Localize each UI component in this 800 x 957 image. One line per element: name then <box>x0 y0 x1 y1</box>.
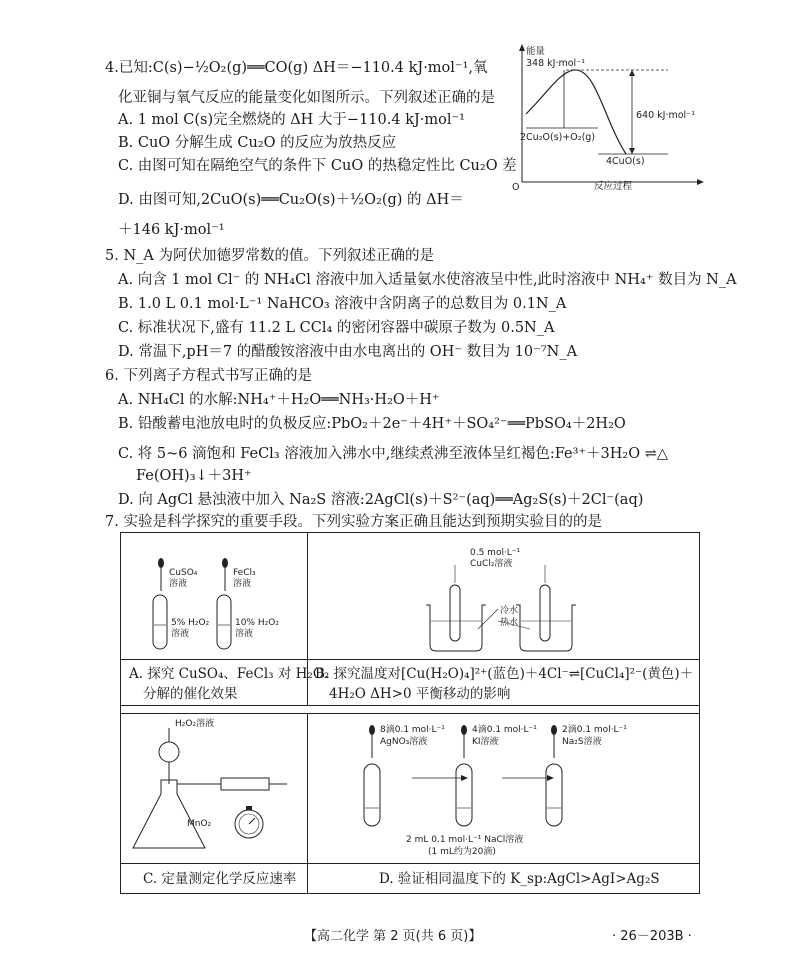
q6-option-c-line2: Fe(OH)₃↓＋3H⁺ <box>136 468 252 484</box>
fig-a-h2o2-5-solution: 溶液 <box>171 629 190 639</box>
fig-d-na2s-name: Na₂S溶液 <box>562 737 602 747</box>
fig-a-h2o2-10: 10% H₂O₂ <box>235 618 279 628</box>
q6-option-d: D. 向 AgCl 悬浊液中加入 Na₂S 溶液:2AgCl(s)＋S²⁻(aq)══Ag₂S(s)＋2Cl⁻(aq) <box>118 492 644 508</box>
fig-a-h2o2-10-solution: 溶液 <box>235 629 254 639</box>
fig-d-na2s-amount: 2滴0.1 mol·L⁻¹ <box>562 725 627 735</box>
q7-d-caption: D. 验证相同温度下的 K_sp:AgCl>AgI>Ag₂S <box>379 871 660 887</box>
fig-d-agno3-amount: 8滴0.1 mol·L⁻¹ <box>380 725 445 735</box>
q6-option-c-line1: C. 将 5~6 滴饱和 FeCl₃ 溶液加入沸水中,继续煮沸至液体呈红褐色:Fe³⁺＋3H₂O ⇌△ <box>118 446 669 462</box>
fig-b-conc: 0.5 mol·L⁻¹ <box>470 548 521 558</box>
fig-d-ki-amount: 4滴0.1 mol·L⁻¹ <box>472 725 537 735</box>
fig-d-nacl: 2 mL 0.1 mol·L⁻¹ NaCl溶液 <box>406 835 524 845</box>
q4-option-a: A. 1 mol C(s)完全燃烧的 ΔH 大于−110.4 kJ·mol⁻¹ <box>118 112 465 128</box>
energy-reactant-label: 2Cu₂O(s)+O₂(g) <box>520 132 596 143</box>
q7-a-caption-line2: 分解的催化效果 <box>143 686 238 702</box>
figure-b <box>308 533 699 659</box>
q4-option-d-line2: ＋146 kJ·mol⁻¹ <box>118 222 225 238</box>
q5-option-d: D. 常温下,pH＝7 的醋酸铵溶液中由水电离出的 OH⁻ 数目为 10⁻⁷N_A <box>118 344 578 360</box>
q5-option-b: B. 1.0 L 0.1 mol·L⁻¹ NaHCO₃ 溶液中含阴离子的总数目为 0.1N_A <box>118 296 567 312</box>
fig-b-cucl2: CuCl₂溶液 <box>470 559 513 569</box>
footer-code: · 26－203B · <box>612 929 692 944</box>
q5-option-a: A. 向含 1 mol Cl⁻ 的 NH₄Cl 溶液中加入适量氨水使溶液呈中性,此时溶液中 NH₄⁺ 数目为 N_A <box>118 272 737 288</box>
footer-page-info: 【高二化学 第 2 页(共 6 页)】 <box>304 929 482 944</box>
energy-x-label: 反应过程 <box>594 181 633 192</box>
fig-a-fecl3: FeCl₃ <box>233 568 256 578</box>
fig-a-cuso4: CuSO₄ <box>169 568 198 578</box>
figure-d <box>308 714 699 863</box>
fig-d-agno3-name: AgNO₃溶液 <box>380 737 428 747</box>
energy-product-label: 4CuO(s) <box>606 156 645 167</box>
fig-a-fecl3-solution: 溶液 <box>233 579 252 589</box>
experiment-table <box>120 532 700 894</box>
energy-y-label: 能量 <box>526 46 546 57</box>
figure-c <box>121 714 307 863</box>
q6-option-b: B. 铅酸蓄电池放电时的负极反应:PbO₂＋2e⁻＋4H⁺＋SO₄²⁻══PbSO₄＋2H₂O <box>118 416 626 432</box>
figure-a <box>121 533 307 659</box>
q4-stem-line2: 化亚铜与氧气反应的能量变化如图所示。下列叙述正确的是 <box>118 90 495 106</box>
fig-d-ki-name: KI溶液 <box>472 737 499 747</box>
q5-option-c: C. 标准状况下,盛有 11.2 L CCl₄ 的密闭容器中碳原子数为 0.5N_A <box>118 320 555 336</box>
q7-c-caption: C. 定量测定化学反应速率 <box>143 871 297 887</box>
fig-a-h2o2-5: 5% H₂O₂ <box>171 618 210 628</box>
energy-gap-label: 640 kJ·mol⁻¹ <box>636 110 696 121</box>
energy-origin: O <box>512 182 520 192</box>
q7-a-caption-line1: A. 探究 CuSO₄、FeCl₃ 对 H₂O₂ <box>129 666 330 682</box>
fig-b-hot-water: 热水 <box>500 618 519 628</box>
fig-c-mno2: MnO₂ <box>187 819 212 829</box>
fig-b-cold-water: 冷水 <box>500 606 519 616</box>
q7-b-caption-line2: 4H₂O ΔH>0 平衡移动的影响 <box>329 686 511 702</box>
q4-option-b: B. CuO 分解生成 Cu₂O 的反应为放热反应 <box>118 135 397 151</box>
fig-c-h2o2: H₂O₂溶液 <box>175 719 215 729</box>
q7-stem: 7. 实验是科学探究的重要手段。下列实验方案正确且能达到预期实验目的的是 <box>105 514 602 530</box>
q6-stem: 6. 下列离子方程式书写正确的是 <box>105 368 312 384</box>
fig-d-note: (1 mL约为20滴) <box>428 847 496 857</box>
q4-option-d-line1: D. 由图可知,2CuO(s)══Cu₂O(s)＋½O₂(g) 的 ΔH＝ <box>118 192 464 208</box>
energy-diagram <box>508 42 708 192</box>
q5-stem: 5. N_A 为阿伏加德罗常数的值。下列叙述正确的是 <box>105 248 434 264</box>
q4-option-c: C. 由图可知在隔绝空气的条件下 CuO 的热稳定性比 Cu₂O 差 <box>118 158 517 174</box>
q4-stem-line1: 4.已知:C(s)−½O₂(g)══CO(g) ΔH＝−110.4 kJ·mol⁻¹,氧 <box>105 60 488 76</box>
fig-a-cuso4-solution: 溶液 <box>169 579 188 589</box>
energy-peak-label: 348 kJ·mol⁻¹ <box>526 58 586 69</box>
q7-b-caption-line1: B. 探究温度对[Cu(H₂O)₄]²⁺(蓝色)＋4Cl⁻⇌[CuCl₄]²⁻(黄色)＋ <box>315 666 694 682</box>
q6-option-a: A. NH₄Cl 的水解:NH₄⁺＋H₂O══NH₃·H₂O＋H⁺ <box>118 392 440 408</box>
